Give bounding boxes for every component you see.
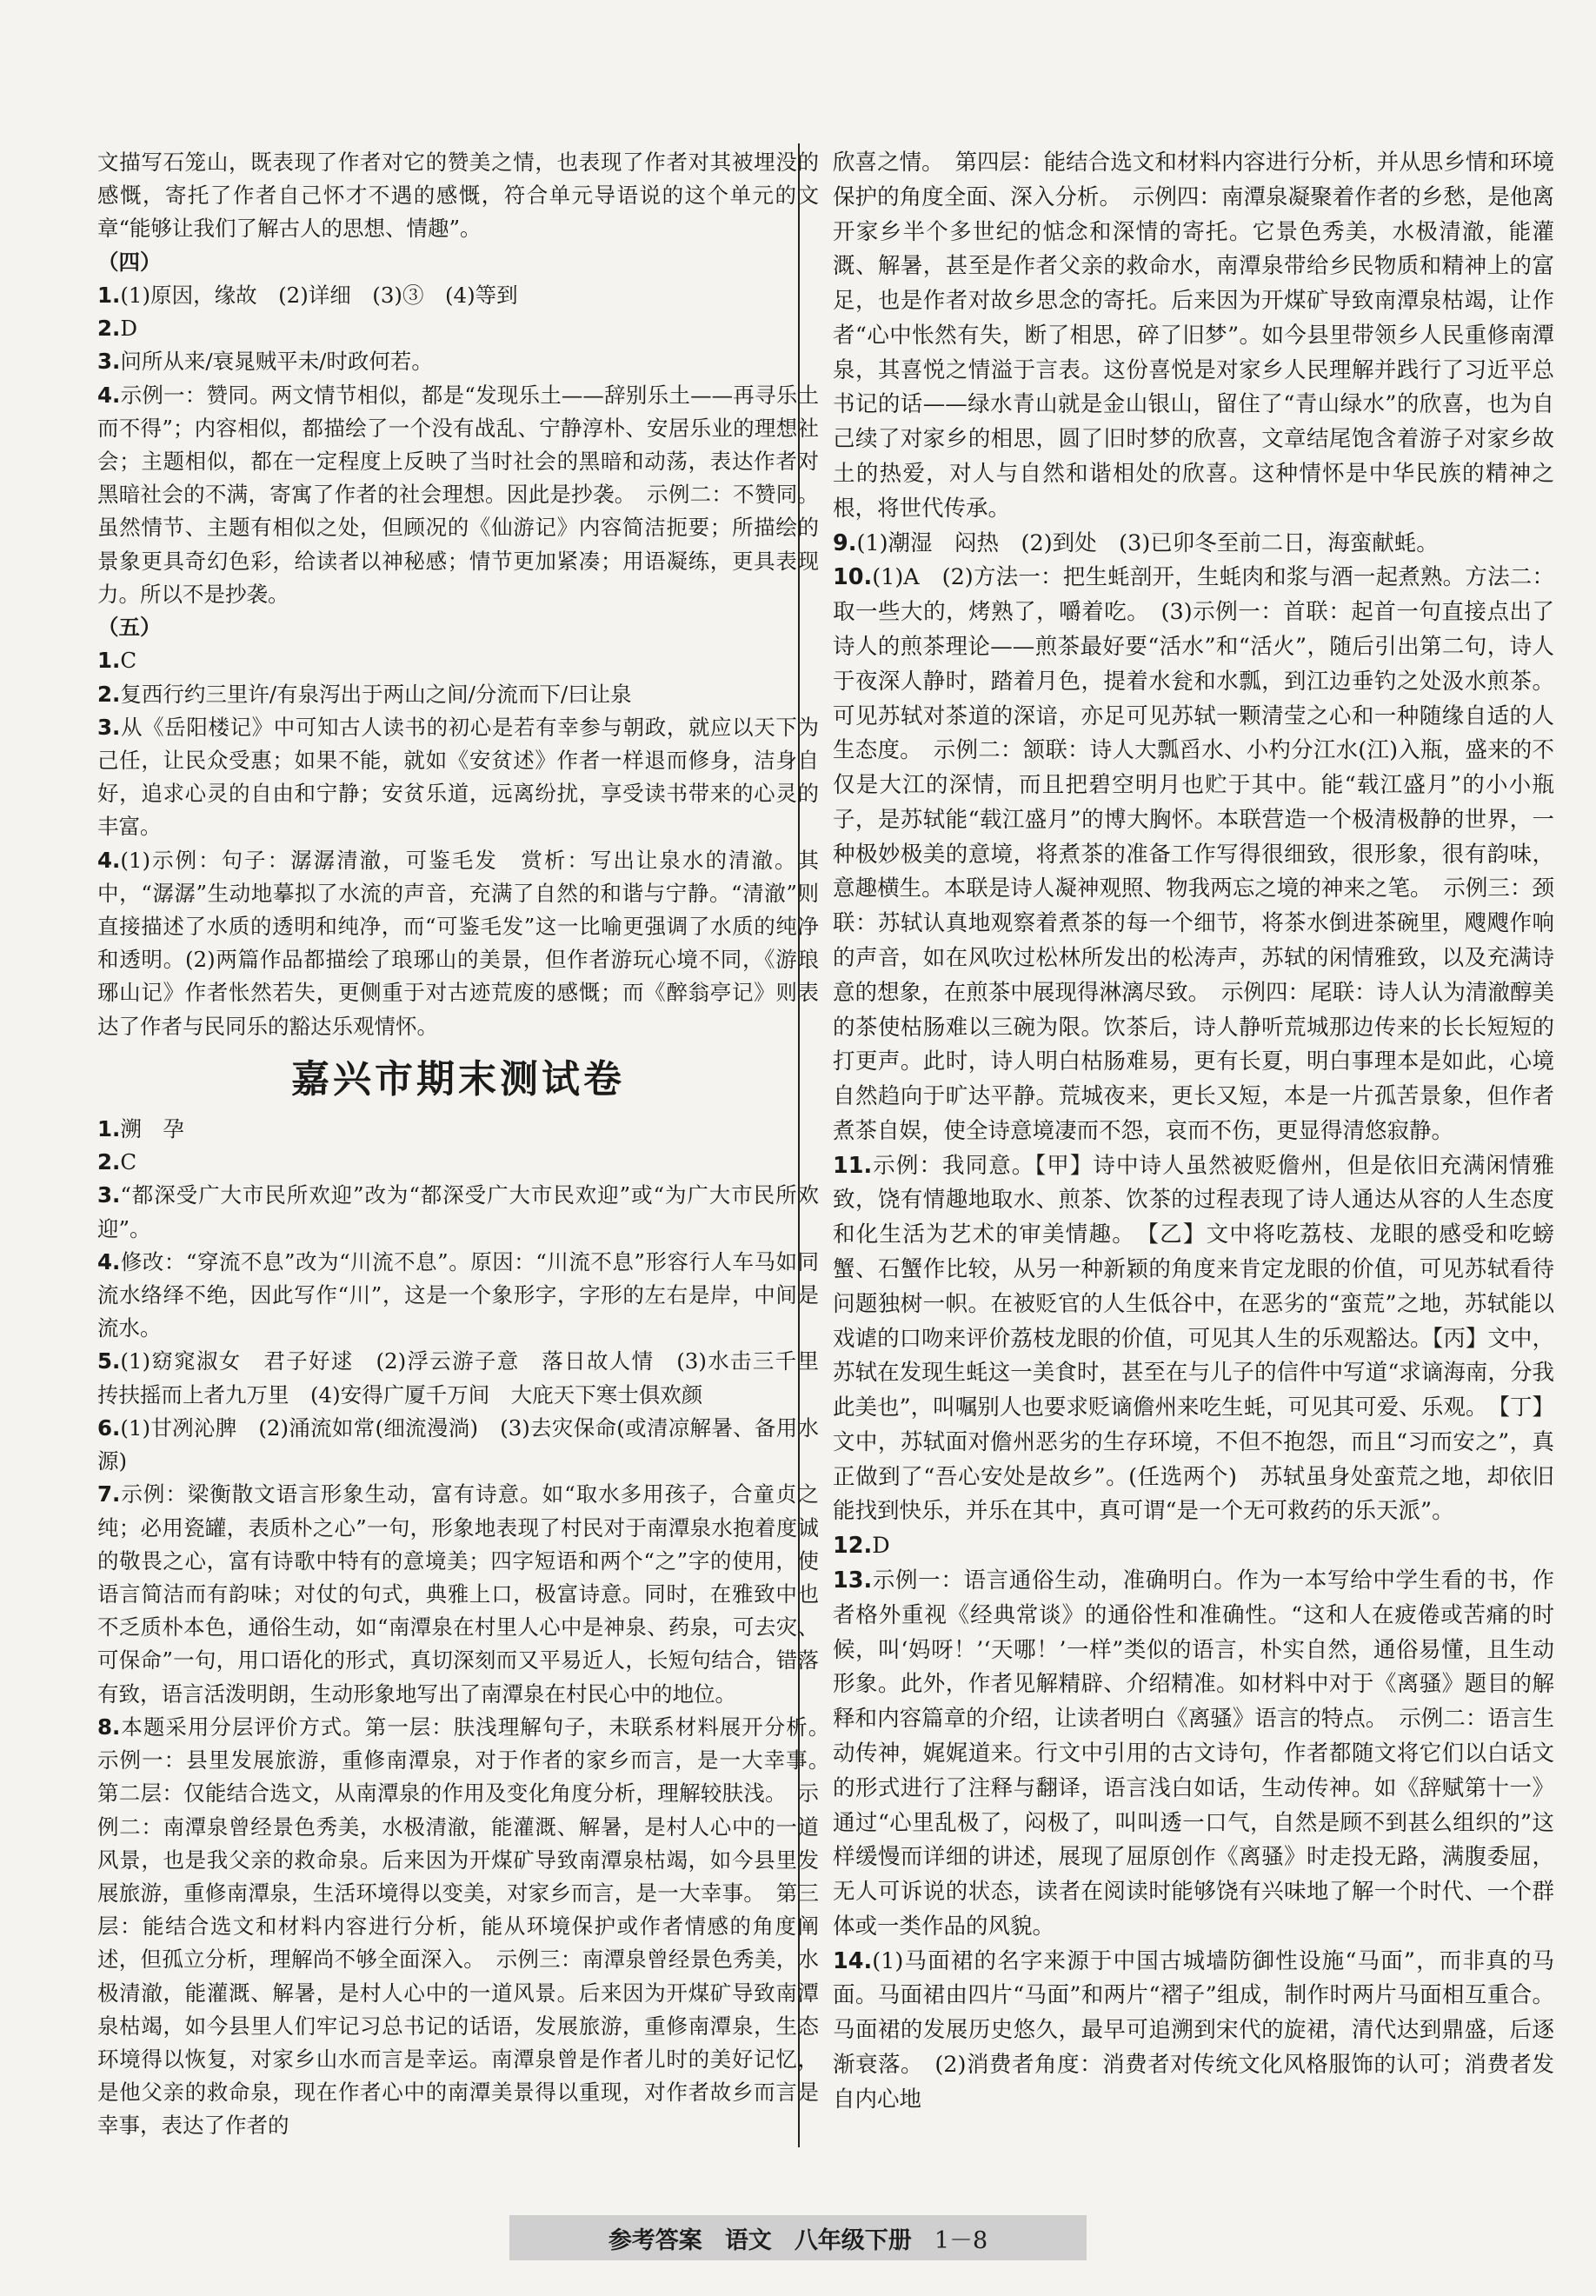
answer-number: 14. <box>833 1947 873 1974</box>
answer-number: 11. <box>833 1152 873 1179</box>
answer-item <box>833 1564 1554 1945</box>
section-label-5: （五） <box>97 615 162 641</box>
answer-text: D <box>872 1533 890 1560</box>
section-label-4: （四） <box>97 249 162 275</box>
answer-number: 1. <box>97 1115 121 1141</box>
answer-text: 示例：梁衡散文语言形象生动，富有诗意。如“取水多用孩子，合童贞之纯；必用瓷罐，表质朴之心”一句，形象地表现了村民对于南潭泉水抱着度诚的敬畏之心，富有诗歌中特有的意境美；四字短语和两个“之”字的使用，使语言简洁而有韵味；对仗的句式，典雅上口，极富诗意。同时，在雅致中也不乏质朴本色，通俗生动，如“南潭泉在村里人心中是神泉、药泉，可去灾、可保命”一句，用口语化的形式，真切深刻而又平易近人，长短句结合，错落有致，语言活泼明朗，生动形象地写出了南潭泉在村民心中的地位。 <box>97 1481 819 1707</box>
answer-item <box>833 527 1554 562</box>
right-column <box>833 146 1554 2118</box>
answer-text: C <box>120 648 137 674</box>
answer-text: 从《岳阳楼记》中可知古人读书的初心是若有幸参与朝政，就应以天下为己任，让民众受惠；如果不能，就如《安贫述》作者一样退而修身，洁身自好，追求心灵的自由和宁静；安贫乐道，远离纷扰，享受读书带来的心灵的丰富。 <box>97 714 819 840</box>
answer-text: (1)潮湿 闷热 (2)到处 (3)已卯冬至前二日，海蛮献蚝。 <box>856 529 1439 556</box>
answer-number: 9. <box>833 529 857 556</box>
answer-text: 示例一：赞同。两文情节相似，都是“发现乐土——辞别乐土——再寻乐土而不得”；内容相似，都描绘了一个没有战乱、宁静淳朴、安居乐业的理想社会；主题相似，都在一定程度上反映了当时社会的黑暗和动荡，表达作者对黑暗社会的不满，寄寓了作者的社会理想。因此是抄袭。 示例二：不赞同。虽然情节、主题有相似之处，但顾况的《仙游记》内容简洁扼要；所描绘的景象更具奇幻色彩，给读者以神秘感；情节更加紧凑；用语凝练，更具表现力。所以不是抄袭。 <box>97 382 819 607</box>
answer-item <box>833 1529 1554 1564</box>
answer-item <box>833 1945 1554 2118</box>
answer-text: 溯 孕 <box>120 1115 184 1141</box>
answer-number: 3. <box>97 349 121 375</box>
answer-item <box>97 1711 841 2143</box>
answer-item <box>833 561 1554 1148</box>
section-4-list <box>97 279 819 611</box>
answer-text: 本题采用分层评价方式。第一层：肤浅理解句子，未联系材料展开分析。 示例一：县里发展旅游，重修南潭泉，对于作者的家乡而言，是一大幸事。 第二层：仅能结合选文，从南潭泉的作用及变化角度分析，理解较肤浅。 示例二：南潭泉曾经景色秀美，水极清澈，能灌溉、解暑，是村人心中的一道风景，也是我父亲的救命泉。后来因为开煤矿导致南潭泉枯竭，如今县里发展旅游，重修南潭泉，生活环境得以变美，对家乡而言，是一大幸事。 第三层：能结合选文和材料内容进行分析，能从环境保护或作者情感的角度阐述，但孤立分析，理解尚不够全面深入。 示例三：南潭泉曾经景色秀美，水极清澈，能灌溉、解暑，是村人心中的一道风景。后来因为开煤矿导致南潭泉枯竭，如今县里人们牢记习总书记的话语，发展旅游，重修南潭泉，生态环境得以恢复，对家乡山水而言是幸运。南潭泉曾是作者儿时的美好记忆，是他父亲的救命泉，现在作者心中的南潭美景得以重现，对作者故乡而言是幸事，表达了作者的 <box>97 1714 841 2139</box>
answer-item <box>833 1149 1554 1530</box>
answer-item <box>97 1179 819 1245</box>
footer-subject: 语文 <box>724 2226 772 2254</box>
answer-number: 7. <box>97 1481 121 1507</box>
answer-number: 6. <box>97 1414 121 1441</box>
answer-item <box>97 312 819 345</box>
answer-number: 2. <box>97 681 121 707</box>
answer-text: (1)窈窕淑女 君子好逑 (2)浮云游子意 落日故人情 (3)水击三千里 抟扶摇而上者九万里 (4)安得广厦千万间 大庇天下寒士俱欢颜 <box>97 1348 841 1408</box>
answer-text: (1)示例：句子：潺潺清澈，可鉴毛发 赏析：写出让泉水的清澈。其中，“潺潺”生动地摹拟了水流的声音，充满了自然的和谐与宁静。“清澈”则直接描述了水质的透明和纯净，而“可鉴毛发”这一比喻更强调了水质的纯净和透明。(2)两篇作品都描绘了琅琊山的美景，但作者游玩心境不同，《游琅琊山记》作者怅然若失，更侧重于对古迹荒废的感慨；而《醉翁亭记》则表达了作者与民同乐的豁达乐观情怀。 <box>97 847 819 1039</box>
answer-text: 复西行约三里许/有泉泻出于两山之间/分流而下/曰让泉 <box>120 681 632 707</box>
answer-text: (1)马面裙的名字来源于中国古城墙防御性设施“马面”，而非真的马面。马面裙由四片“马面”和两片“褶子”组成，制作时两片马面相互重合。马面裙的发展历史悠久，最早可追溯到宋代的旋裙，清代达到鼎盛，后逐渐衰落。 (2)消费者角度：消费者对传统文化风格服饰的认可；消费者发自内心地 <box>833 1947 1554 2113</box>
intro-paragraph: 文描写石笼山，既表现了作者对它的赞美之情，也表现了作者对其被埋没的感慨，寄托了作者自己怀才不遇的感慨，符合单元导语说的这个单元的文章“能够让我们了解古人的思想、情趣”。 <box>97 150 819 242</box>
answer-number: 5. <box>97 1348 121 1374</box>
answer-number: 12. <box>833 1533 873 1560</box>
footer-grade: 八年级下册 <box>794 2226 912 2254</box>
answer-item <box>97 1246 819 1346</box>
answer-item <box>97 1412 819 1478</box>
answer-text: D <box>120 316 138 342</box>
answer-text: C <box>120 1149 137 1175</box>
answer-item <box>97 1478 819 1711</box>
answer-number: 4. <box>97 382 121 408</box>
answer-number: 1. <box>97 282 121 308</box>
answer-item <box>97 1345 841 1411</box>
answer-item <box>97 379 819 612</box>
answer-text: (1)原因，缘故 (2)详细 (3)③ (4)等到 <box>120 282 518 308</box>
answer-number: 1. <box>97 648 121 674</box>
answer-number: 13. <box>833 1567 873 1594</box>
answer-number: 3. <box>97 1182 121 1208</box>
answer-text: 问所从来/衰晁贼平未/时政何若。 <box>120 349 433 375</box>
answer-text: 示例一：语言通俗生动，准确明白。作为一本写给中学生看的书，作者格外重视《经典常谈》的通俗性和准确性。“这和人在疲倦或苦痛的时候，叫‘妈呀！’‘天哪！’一样”类似的语言，朴实自然，通俗易懂，且生动形象。此外，作者见解精辟、介绍精准。如材料中对于《离骚》题目的解释和内容篇章的介绍，让读者明白《离骚》语言的特点。 示例二：语言生动传神，娓娓道来。行文中引用的古文诗句，作者都随文将它们以白话文的形式进行了注释与翻译，语言浅白如话，生动传神。如《辞赋第十一》通过“心里乱极了，闷极了，叫叫透一口气，自然是顾不到甚么组织的”这样缓慢而详细的讲述，展现了屈原创作《离骚》时走投无路，满腹委屈，无人可诉说的状态，读者在阅读时能够饶有兴味地了解一个时代、一个群体或一类作品的风貌。 <box>833 1567 1554 1940</box>
answer-item <box>97 1146 819 1179</box>
answer-text: (1)A (2)方法一：把生蚝剖开，生蚝肉和浆与酒一起煮熟。方法二：取一些大的，烤熟了，嚼着吃。 (3)示例一：首联：起首一句直接点出了诗人的煎茶理论——煎茶最好要“活水”和“活火”，随后引出第二句，诗人于夜深人静时，踏着月色，提着水瓮和水瓢，到江边垂钓之处汲水煎茶。可见苏轼对茶道的深谙，亦足可见苏轼一颗清莹之心和一种随缘自适的人生态度。 示例二：颔联：诗人大瓢舀水、小杓分江水(江)入瓶，盛来的不仅是大江的深情，而且把碧空明月也贮于其中。能“载江盛月”的小小瓶子，是苏轼能“载江盛月”的博大胸怀。本联营造一个极清极静的世界，一种极妙极美的意境，将煮茶的准备工作写得很细致，很形象，很有韵味，意趣横生。本联是诗人凝神观照、物我两忘之境的神来之笔。 示例三：颈联：苏轼认真地观察着煮茶的每一个细节，将茶水倒进茶碗里，飕飕作响的声音，如在风吹过松林所发出的松涛声，苏轼的闲情雅致，以及充满诗意的想象，在煎茶中展现得淋漓尽致。 示例四：尾联：诗人认为清澈醇美的茶使枯肠难以三碗为限。饮茶后，诗人静听荒城那边传来的长长短短的打更声。此时，诗人明白枯肠难易，更有长夏，明白事理本是如此，心境自然趋向于旷达平静。荒城夜来，更长又短，本是一片孤苦景象，但作者煮茶自娱，使全诗意境凄而不怨，哀而不伤，更显得清悠寂静。 <box>833 564 1554 1144</box>
footer-label: 参考答案 <box>608 2226 702 2254</box>
answer-item <box>97 711 819 844</box>
continued-answer-8: 欣喜之情。 第四层：能结合选文和材料内容进行分析，并从思乡情和环境保护的角度全面、深入分析。 示例四：南潭泉凝聚着作者的乡愁，是他离开家乡半个多世纪的惦念和深情的寄托。它景色秀美，水极清澈，能灌溉、解暑，甚至是作者父亲的救命水，南潭泉带给乡民物质和精神上的富足，也是作者对故乡思念的寄托。后来因为开煤矿导致南潭泉枯竭，让作者“心中怅然有失，断了相思，碎了旧梦”。如今县里带领乡人民重修南潭泉，其喜悦之情溢于言表。这份喜悦是对家乡人民理解并践行了习近平总书记的话——绿水青山就是金山银山，留住了“青山绿水”的欣喜，也为自己续了对家乡的相思，圆了旧时梦的欣喜，文章结尾饱含着游子对家乡故土的热爱，对人与自然和谐相处的欣喜。这种情怀是中华民族的精神之根，将世代传承。 <box>833 150 1554 522</box>
answer-number: 2. <box>97 316 121 342</box>
answer-number: 8. <box>97 1714 121 1740</box>
answer-text: “都深受广大市民所欢迎”改为“都深受广大市民欢迎”或“为广大市民所欢迎”。 <box>97 1182 819 1241</box>
answer-item <box>97 1113 819 1146</box>
right-answer-list <box>833 527 1554 2118</box>
answer-item <box>97 678 819 711</box>
answer-item <box>97 279 819 312</box>
exam-title: 嘉兴市期末测试卷 <box>291 1056 625 1101</box>
section-5-list <box>97 644 819 1043</box>
page-number: 1－8 <box>934 2226 988 2254</box>
page-footer <box>509 2215 1087 2260</box>
left-column <box>97 146 841 2143</box>
answer-number: 4. <box>97 847 121 873</box>
answer-number: 3. <box>97 714 121 740</box>
answer-text: 示例：我同意。【甲】诗中诗人虽然被贬儋州，但是依旧充满闲情雅致，饶有情趣地取水、煎茶、饮茶的过程表现了诗人通达从容的人生态度和化生活为艺术的审美情趣。 【乙】文中将吃荔枝、龙眼的感受和吃螃蟹、石蟹作比较，从另一种新颖的角度来肯定龙眼的价值，可见苏轼看待问题独树一帜。在被贬官的人生低谷中，在恶劣的“蛮荒”之地，苏轼能以戏谑的口吻来评价荔枝龙眼的价值，可见其人生的乐观豁达。【丙】文中，苏轼在发现生蚝这一美食时，甚至在与儿子的信件中写道“求谪海南，分我此美也”，叫嘱别人也要求贬谪儋州来吃生蚝，可见其可爱、乐观。 【丁】文中，苏轼面对儋州恶劣的生存环境，不但不抱怨，而且“习而安之”，真正做到了“吾心安处是故乡”。(任选两个) 苏轼虽身处蛮荒之地，却依旧能找到快乐，并乐在其中，真可谓“是一个无可救药的乐天派”。 <box>833 1152 1554 1525</box>
answer-number: 10. <box>833 564 873 591</box>
answer-text: (1)甘冽沁脾 (2)涌流如常(细流漫淌) (3)去灾保命(或清凉解暑、备用水源) <box>97 1414 819 1474</box>
answer-item <box>97 345 819 378</box>
answer-item <box>97 844 819 1043</box>
exam-answer-list <box>97 1113 841 2143</box>
answer-number: 2. <box>97 1149 121 1175</box>
answer-text: 修改：“穿流不息”改为“川流不息”。原因：“川流不息”形容行人车马如同流水络绎不绝，因此写作“川”，这是一个象形字，字形的左右是岸，中间是流水。 <box>97 1248 819 1341</box>
answer-item <box>97 644 819 677</box>
answer-number: 4. <box>97 1248 121 1274</box>
